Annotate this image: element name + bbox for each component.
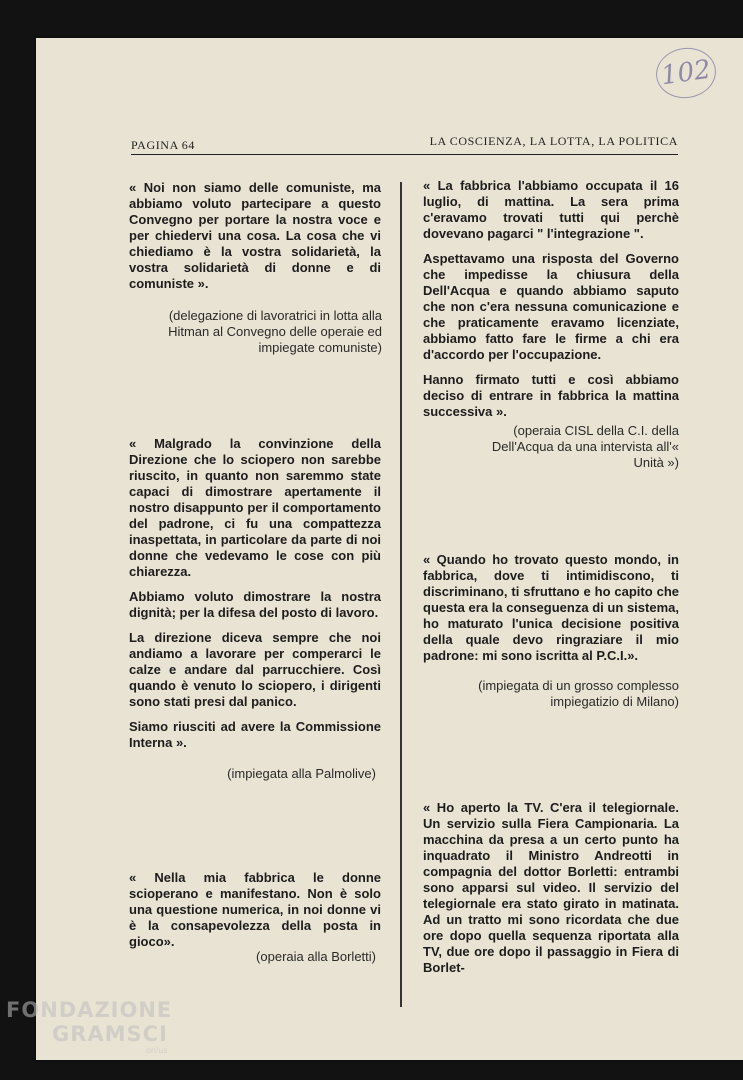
quote-paragraph: « La fabbrica l'abbiamo occupata il 16 luglio, di mattina. La sera prima c'eravamo trovati tutti qui perchè dovevano pagarci " l'integrazione ".	[423, 178, 679, 241]
column-divider	[400, 182, 402, 1007]
watermark-line: onlus	[146, 1046, 168, 1055]
quote-palmolive	[129, 436, 381, 760]
quote-hitman	[129, 180, 381, 301]
source-hitman: (delegazione di lavoratrici in lotta alla Hitman al Convegno delle operaie ed impiegate comuniste)	[168, 308, 382, 355]
source-borletti: (operaia alla Borletti)	[256, 949, 376, 964]
quote-paragraph: Abbiamo voluto dimostrare la nostra dignità; per la difesa del posto di lavoro.	[129, 589, 381, 620]
quote-text: « Ho aperto la TV. C'era il telegiornale. Un servizio sulla Fiera Campionaria. La macchina da presa a un certo punto ha inquadrato il Ministro Andreotti in compagnia del dottor Borletti: entrambi sono apparsi sul video. Il servizio del telegiornale era stato girato in matinata. Ad un tratto mi sono ricordata che due ore dopo quella sequenza riportata alla TV, due ore dopo il passaggio in Fiera di Borlet-	[423, 800, 679, 975]
watermark-line: GRAMSCI	[52, 1022, 168, 1046]
quote-tv	[423, 800, 679, 985]
watermark-line: FONDAZIONE	[6, 998, 173, 1022]
document-page	[36, 38, 743, 1060]
source-dellacqua: (operaia CISL della C.I. della Dell'Acqua da una intervista all'« Unità »)	[491, 423, 679, 470]
quote-paragraph: Aspettavamo una risposta del Governo che impedisse la chiusura della Dell'Acqua e quando abbiamo saputo che non c'era nessuna comunicazione e che praticamente eravamo licenziate, abbiamo fatto fare le firme a chi era d'accordo per l'occupazione.	[423, 251, 679, 362]
quote-paragraph: Hanno firmato tutti e così abbiamo deciso di entrare in fabbrica la mattina successiva ».	[423, 372, 679, 419]
running-title: LA COSCIENZA, LA LOTTA, LA POLITICA	[429, 134, 678, 148]
page-number: PAGINA 64	[131, 138, 195, 152]
archive-number-stamp: 102	[653, 44, 719, 102]
quote-borletti	[129, 870, 381, 959]
quote-text: « Noi non siamo delle comuniste, ma abbiamo voluto partecipare a questo Convegno per portare la nostra voce e per chiedervi una cosa. La cosa che vi chiediamo è la vostra solidarietà, la vostra solidarietà di donne e di comuniste ».	[129, 180, 381, 291]
source-milano: (impiegata di un grosso complesso impiegatizio di Milano)	[478, 678, 679, 709]
fondazione-gramsci-watermark	[6, 998, 172, 1055]
quote-paragraph: « Malgrado la convinzione della Direzione che lo sciopero non sarebbe riuscito, in quanto non saremmo state capaci di dimostrare apertamente il nostro disappunto per il comportamento del padrone, ci fu una compattezza inaspettata, in particolare da parte di noi donne che vedevamo le cose con più chiarezza.	[129, 436, 381, 579]
quote-paragraph: La direzione diceva sempre che noi andiamo a lavorare per comperarci le calze e andare dal parrucchiere. Così quando è venuto lo sciopero, i dirigenti sono stati presi dal panico.	[129, 630, 381, 709]
page-header	[131, 134, 678, 155]
quote-text: « Nella mia fabbrica le donne scioperano e manifestano. Non è solo una questione numerica, in noi donne vi è la consapevolezza della posta in gioco».	[129, 870, 381, 949]
source-palmolive: (impiegata alla Palmolive)	[227, 766, 376, 781]
quote-pci	[423, 552, 679, 673]
quote-paragraph: Siamo riusciti ad avere la Commissione Interna ».	[129, 719, 381, 750]
quote-dellacqua	[423, 178, 679, 429]
quote-text: « Quando ho trovato questo mondo, in fabbrica, dove ti intimidiscono, ti discriminano, ti sfruttano e ho capito che questa era la conseguenza di un sistema, ho maturato l'unica decisione positiva della quale devo ringraziare il mio padrone: mi sono iscritta al P.C.I.».	[423, 552, 679, 663]
